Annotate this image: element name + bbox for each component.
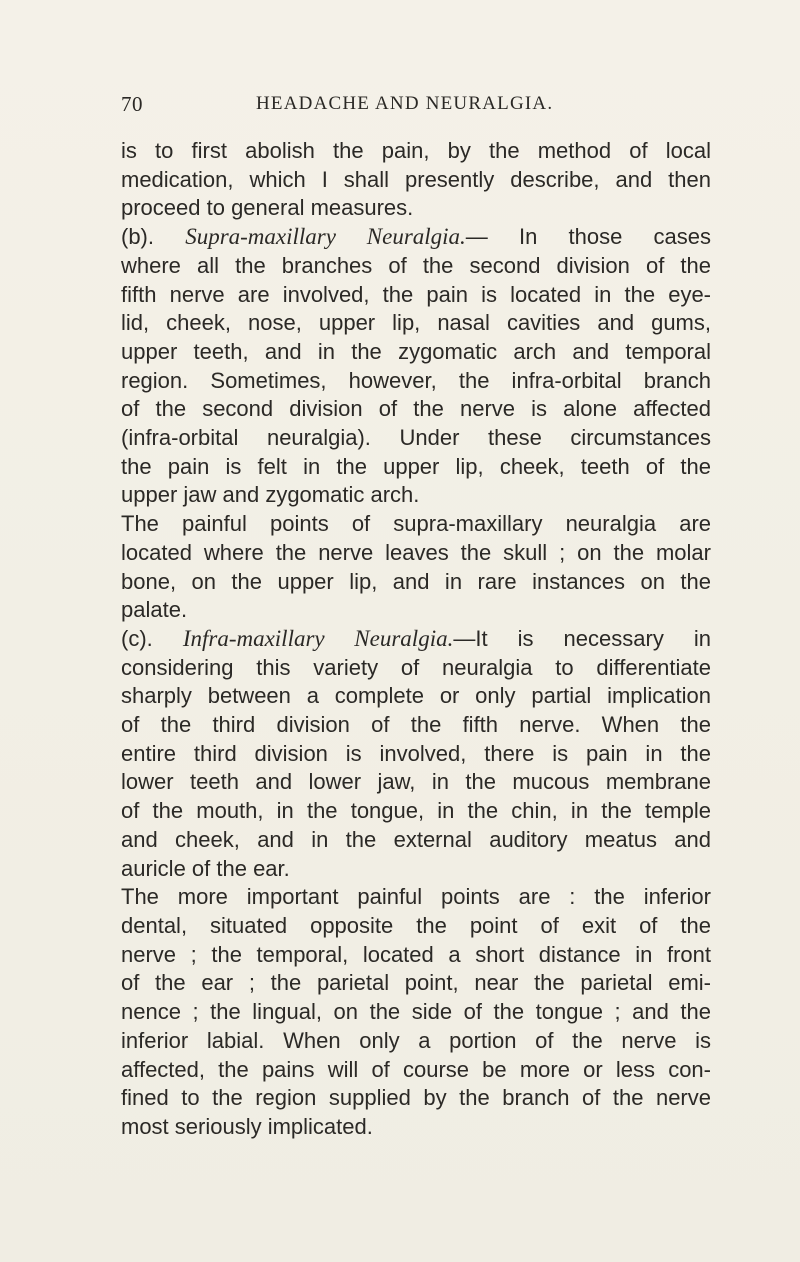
text-line	[121, 969, 711, 998]
line-text: —It is necessary in	[453, 625, 711, 651]
text-line	[121, 654, 711, 683]
line-text: where all the branches of the second division of the	[121, 252, 711, 278]
body-text	[121, 137, 711, 1142]
line-text: dental, situated opposite the point of exit of the	[121, 912, 711, 938]
text-line	[121, 510, 711, 539]
line-text: fined to the region supplied by the branch of the nerve	[121, 1085, 711, 1111]
text-line	[121, 797, 711, 826]
text-line	[121, 883, 711, 912]
text-line	[121, 481, 711, 510]
text-line	[121, 338, 711, 367]
text-line	[121, 912, 711, 941]
line-text: bone, on the upper lip, and in rare instances on the	[121, 568, 711, 594]
text-line	[121, 1056, 711, 1085]
text-line	[121, 855, 711, 884]
line-text: most seriously implicated.	[121, 1113, 373, 1139]
text-line	[121, 998, 711, 1027]
running-head: HEADACHE AND NEURALGIA.	[256, 93, 554, 114]
line-text: and cheek, and in the external auditory meatus and	[121, 826, 711, 852]
line-text: nence ; the lingual, on the side of the tongue ; and the	[121, 999, 711, 1025]
text-line	[121, 826, 711, 855]
text-line	[121, 711, 711, 740]
section-heading: Infra-maxillary Neuralgia.	[182, 625, 454, 651]
text-line	[121, 1113, 711, 1142]
line-text: inferior labial. When only a portion of the nerve is	[121, 1027, 711, 1053]
line-text: of the second division of the nerve is alone affected	[121, 396, 711, 422]
text-line	[121, 539, 711, 568]
text-line	[121, 682, 711, 711]
line-text: lower teeth and lower jaw, in the mucous membrane	[121, 769, 711, 795]
line-text: entire third division is involved, there is pain in the	[121, 740, 711, 766]
line-text: of the third division of the fifth nerve. When the	[121, 712, 711, 738]
line-text: upper jaw and zygomatic arch.	[121, 482, 420, 508]
text-line	[121, 596, 711, 625]
line-text: nerve ; the temporal, located a short distance in front	[121, 941, 711, 967]
section-label: (c).	[121, 625, 183, 651]
text-line	[121, 1027, 711, 1056]
line-text: lid, cheek, nose, upper lip, nasal cavities and gums,	[121, 310, 711, 336]
line-text: of the mouth, in the tongue, in the chin, in the temple	[121, 798, 711, 824]
line-text: sharply between a complete or only partial implication	[121, 683, 711, 709]
line-text: of the ear ; the parietal point, near the parietal emi-	[121, 970, 711, 996]
line-text: region. Sometimes, however, the infra-orbital branch	[121, 367, 711, 393]
section-heading: Supra-maxillary Neuralgia.	[185, 224, 466, 250]
text-line	[121, 252, 711, 281]
page-header	[121, 92, 741, 122]
text-line	[121, 625, 711, 654]
line-text: upper teeth, and in the zygomatic arch and temporal	[121, 338, 711, 364]
line-text: the pain is felt in the upper lip, cheek, teeth of the	[121, 453, 711, 479]
text-line	[121, 194, 711, 223]
text-line	[121, 768, 711, 797]
line-text: The painful points of supra-maxillary neuralgia are	[121, 511, 711, 537]
line-text: — In those cases	[465, 224, 711, 250]
text-line	[121, 453, 711, 482]
text-line	[121, 395, 711, 424]
line-text: is to first abolish the pain, by the method of local	[121, 138, 711, 163]
text-line	[121, 137, 711, 166]
line-text: palate.	[121, 597, 188, 623]
text-line	[121, 281, 711, 310]
text-line	[121, 367, 711, 396]
page-number: 70	[121, 92, 143, 116]
line-text: (infra-orbital neuralgia). Under these circumstances	[121, 425, 711, 451]
line-text: located where the nerve leaves the skull ; on the molar	[121, 539, 711, 565]
text-line	[121, 424, 711, 453]
text-line	[121, 309, 711, 338]
line-text: affected, the pains will of course be more or less con-	[121, 1056, 711, 1082]
line-text: The more important painful points are : the inferior	[121, 884, 711, 910]
line-text: proceed to general measures.	[121, 195, 414, 221]
line-text: medication, which I shall presently describe, and then	[121, 166, 711, 192]
text-line	[121, 568, 711, 597]
line-text: considering this variety of neuralgia to differentiate	[121, 654, 711, 680]
text-line	[121, 941, 711, 970]
text-line	[121, 740, 711, 769]
line-text: fifth nerve are involved, the pain is located in the eye-	[121, 281, 711, 307]
text-line	[121, 223, 711, 252]
line-text: auricle of the ear.	[121, 855, 290, 881]
text-line	[121, 166, 711, 195]
section-label: (b).	[121, 224, 186, 250]
text-line	[121, 1084, 711, 1113]
